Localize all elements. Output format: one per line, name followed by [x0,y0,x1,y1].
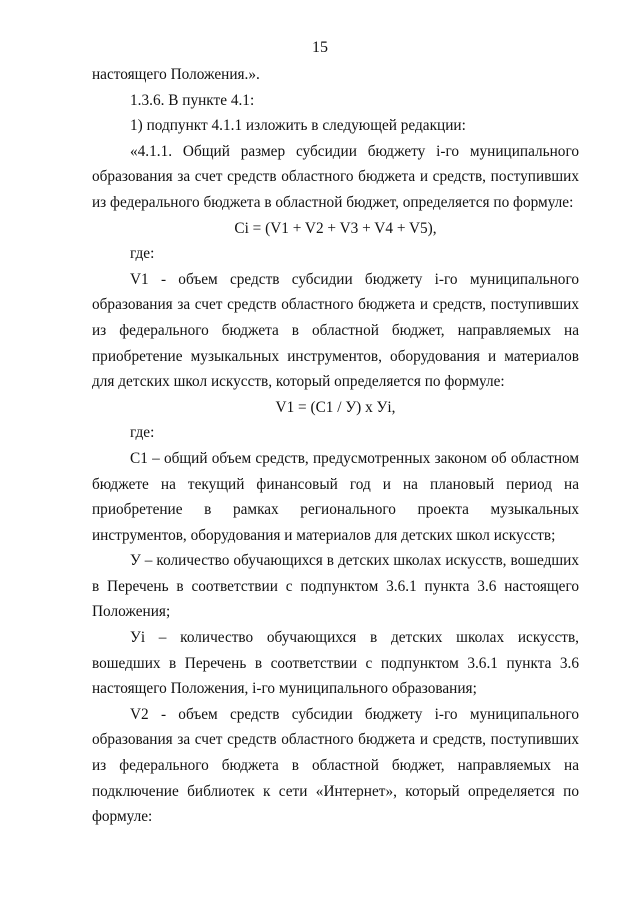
formula-ci: Ci = (V1 + V2 + V3 + V4 + V5), [234,219,437,237]
paragraph-item-1-3-6: 1.3.6. В пункте 4.1: [130,91,255,109]
paragraph-u-definition: У – количество обучающихся в детских школах искусств, вошедших в Перечень в соответствии с подпунктом 3.6.1 пункта 3.6 настоящего Положения; [92,552,579,621]
document-body [92,62,579,830]
paragraph-v1-definition: V1 - объем средств субсидии бюджету i-го муниципального образования за счет средств областного бюджета и средств, поступивших из федерального бюджета в областной бюджет, направляемых на приобретение музыкальных инструментов, оборудования и материалов для детских школ искусств, который определяется по формуле: [92,270,579,391]
paragraph-v2-definition: V2 - объем средств субсидии бюджету i-го муниципального образования за счет средств областного бюджета и средств, поступивших из федерального бюджета в областной бюджет, направляемых на подключение библиотек к сети «Интернет», который определяется по формуле: [92,705,579,826]
paragraph-ui-definition: Уi – количество обучающихся в детских школах искусств, вошедших в Перечень в соответствии с подпунктом 3.6.1 пункта 3.6 настоящего Положения, i-го муниципального образования; [92,629,579,698]
page-number: 15 [312,39,328,56]
paragraph-where-1: где: [130,245,155,263]
paragraph-subitem-1: 1) подпункт 4.1.1 изложить в следующей редакции: [130,117,466,135]
paragraph-c1-definition: C1 – общий объем средств, предусмотренных законом об областном бюджете на текущий финансовый год и на плановый период на приобретение в рамках регионального проекта музыкальных инструментов, оборудования и материалов для детских школ искусств; [92,449,579,544]
paragraph-4-1-1: «4.1.1. Общий размер субсидии бюджету i-го муниципального образования за счет средств областного бюджета и средств, поступивших из федерального бюджета в областной бюджет, определяется по формуле: [92,142,579,211]
formula-v1: V1 = (C1 / У) х Уi, [275,398,396,416]
paragraph-continuation: настоящего Положения.». [92,66,260,83]
paragraph-where-2: где: [130,424,155,442]
